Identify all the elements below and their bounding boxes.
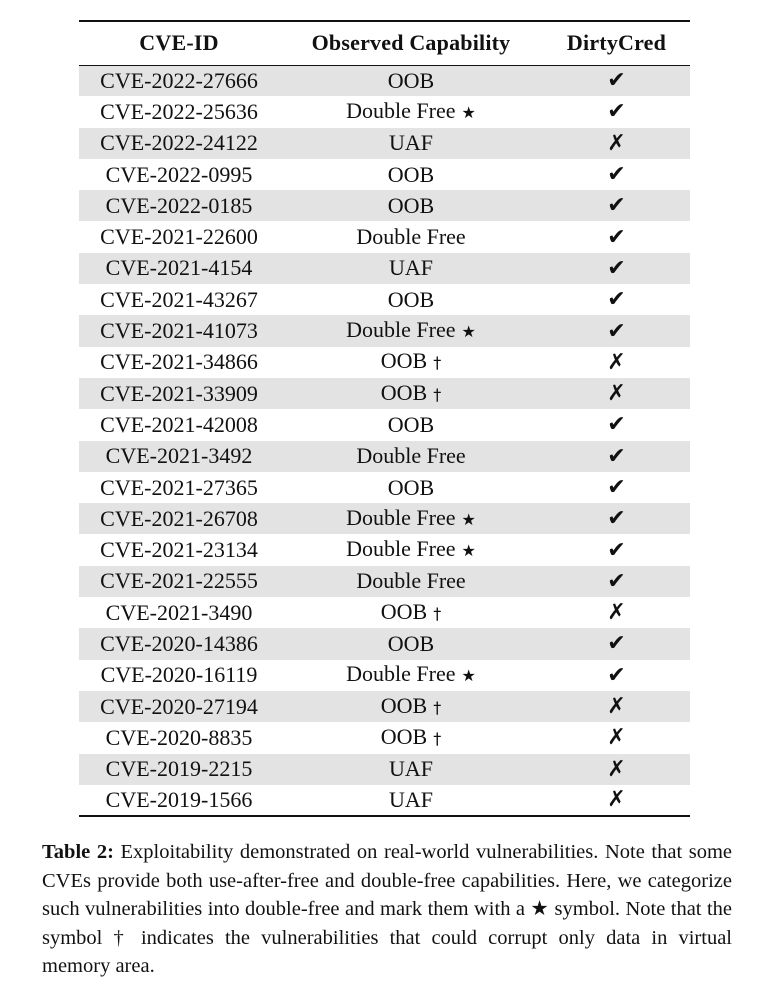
table-row [79,221,690,252]
cve-id-cell: CVE-2022-27666 [100,67,258,93]
check-icon: ✔ [607,568,626,594]
capability-label: OOB [387,411,435,437]
table-row [79,441,690,472]
dirtycred-cell [543,315,690,346]
check-icon: ✔ [607,224,626,250]
dagger-symbol: † [433,353,442,373]
star-symbol: ★ [461,509,476,529]
star-symbol: ★ [461,102,476,122]
dagger-symbol: † [433,384,442,404]
dirtycred-cell [543,96,690,127]
dirtycred-cell [543,65,690,96]
dagger-symbol: † [433,697,442,717]
dagger-symbol: † [433,603,442,623]
table-row [79,253,690,284]
dirtycred-cell [543,253,690,284]
cve-id-cell: CVE-2021-42008 [100,411,258,437]
capability-cell [279,409,543,440]
capability-cell [279,503,543,534]
capability-label: OOB [380,692,428,718]
check-icon: ✔ [607,287,626,313]
table-header [79,21,690,65]
check-icon: ✔ [607,68,626,94]
cve-id-cell: CVE-2021-3492 [105,443,253,469]
dirtycred-cell [543,660,690,691]
capability-label: OOB [380,723,428,749]
capability-label: OOB [387,286,435,312]
dirtycred-cell [543,691,690,722]
capability-label: OOB [387,67,435,93]
table-row [79,503,690,534]
capability-label: OOB [387,474,435,500]
dirtycred-cell [543,754,690,785]
dirtycred-cell [543,378,690,409]
check-icon: ✔ [607,162,626,188]
dirtycred-cell [543,409,690,440]
capability-label: UAF [388,130,433,156]
dirtycred-cell [543,566,690,597]
dirtycred-cell [543,128,690,159]
dirtycred-cell [543,284,690,315]
capability-cell [279,660,543,691]
capability-cell [279,378,543,409]
capability-label: OOB [387,161,435,187]
table-row [79,660,690,691]
check-icon: ✔ [607,506,626,532]
capability-label: Double Free [356,443,466,469]
check-icon: ✔ [607,255,626,281]
check-icon: ✔ [607,193,626,219]
check-icon: ✔ [607,537,626,563]
cve-id-cell: CVE-2022-0185 [105,192,253,218]
table-caption [42,838,732,981]
cve-id-cell: CVE-2021-27365 [100,474,258,500]
check-icon: ✔ [607,443,626,469]
check-icon: ✔ [607,99,626,125]
cross-icon: ✗ [607,787,626,813]
dirtycred-cell [543,597,690,628]
capability-label: Double Free [356,568,466,594]
dirtycred-cell [543,472,690,503]
cve-id-cell: CVE-2022-25636 [100,98,258,124]
cross-icon: ✗ [607,130,626,156]
capability-cell [279,221,543,252]
dirtycred-cell [543,722,690,753]
header-cve-id: CVE-ID [79,21,279,65]
table-row [79,378,690,409]
cross-icon: ✗ [607,725,626,751]
capability-cell [279,785,543,816]
table-row [79,722,690,753]
check-icon: ✔ [607,475,626,500]
table-row [79,128,690,159]
table-row [79,597,690,628]
cve-id-cell: CVE-2021-41073 [100,318,258,344]
table-row [79,628,690,659]
cve-id-cell: CVE-2022-0995 [105,161,253,187]
capability-label: OOB [380,379,428,405]
capability-cell [279,472,543,503]
dirtycred-cell [543,503,690,534]
star-symbol: ★ [461,322,476,342]
capability-label: Double Free [346,504,456,530]
capability-label: UAF [388,786,433,812]
dirtycred-cell [543,159,690,190]
cve-id-cell: CVE-2021-34866 [100,349,258,375]
caption-label: Table 2: [42,841,114,863]
dirtycred-cell [543,347,690,378]
cve-id-cell: CVE-2021-22600 [100,224,258,250]
cve-id-cell: CVE-2021-26708 [100,505,258,531]
capability-cell [279,754,543,785]
capability-label: Double Free [346,661,456,687]
cve-id-cell: CVE-2019-2215 [105,756,253,782]
table-row [79,347,690,378]
capability-label: UAF [388,255,433,281]
capability-label: Double Free [346,317,456,343]
capability-label: Double Free [356,224,466,250]
capability-cell [279,597,543,628]
dirtycred-cell [543,628,690,659]
dirtycred-cell [543,785,690,816]
cve-id-cell: CVE-2020-8835 [105,724,253,750]
cve-id-cell: CVE-2022-24122 [100,130,258,156]
table-row [79,65,690,96]
capability-label: UAF [388,756,433,782]
check-icon: ✔ [607,631,626,657]
capability-cell [279,253,543,284]
cve-id-cell: CVE-2021-3490 [105,599,253,625]
cve-id-cell: CVE-2021-4154 [105,255,253,281]
table-row [79,284,690,315]
check-icon: ✔ [607,412,626,438]
cve-id-cell: CVE-2021-43267 [100,286,258,312]
cross-icon: ✗ [607,349,626,375]
capability-cell [279,347,543,378]
cve-id-cell: CVE-2020-14386 [100,630,258,656]
dagger-symbol: † [433,728,442,748]
capability-cell [279,128,543,159]
table-row [79,96,690,127]
capability-cell [279,159,543,190]
header-row [79,21,690,65]
capability-cell [279,96,543,127]
cve-id-cell: CVE-2020-16119 [100,662,258,688]
capability-cell [279,441,543,472]
table-row [79,566,690,597]
header-observed-capability: Observed Capability [279,21,543,65]
capability-label: OOB [387,192,435,218]
capability-label: Double Free [346,536,456,562]
cve-table-container [79,20,690,817]
table-row [79,159,690,190]
dirtycred-cell [543,534,690,565]
dirtycred-cell [543,441,690,472]
table-row [79,409,690,440]
cross-icon: ✗ [607,694,626,720]
table-row [79,754,690,785]
star-symbol: ★ [461,541,476,561]
cve-id-cell: CVE-2020-27194 [100,693,258,719]
check-icon: ✔ [607,318,626,344]
cross-icon: ✗ [607,756,626,782]
check-icon: ✔ [607,662,626,688]
cve-id-cell: CVE-2021-23134 [100,537,258,563]
capability-label: OOB [380,348,428,374]
table-body [79,65,690,816]
capability-cell [279,190,543,221]
table-row [79,190,690,221]
table-row [79,315,690,346]
capability-label: OOB [387,630,435,656]
capability-label: OOB [380,598,428,624]
cross-icon: ✗ [607,600,626,626]
capability-cell [279,566,543,597]
cve-id-cell: CVE-2021-33909 [100,380,258,406]
dirtycred-cell [543,221,690,252]
capability-cell [279,315,543,346]
capability-cell [279,65,543,96]
capability-label: Double Free [346,97,456,123]
star-symbol: ★ [461,666,476,686]
dirtycred-cell [543,190,690,221]
table-row [79,472,690,503]
capability-cell [279,284,543,315]
capability-cell [279,722,543,753]
table-row [79,785,690,816]
table-row [79,534,690,565]
capability-cell [279,534,543,565]
cross-icon: ✗ [607,381,626,407]
cve-id-cell: CVE-2019-1566 [79,785,279,816]
capability-cell [279,691,543,722]
table-row [79,691,690,722]
capability-cell [279,628,543,659]
caption-text: Exploitability demonstrated on real-world vulnerabilities. Note that some CVEs provide both use-after-free and double-free capabilities. Here, we categorize such vulnerabilities into double-free and mark them with a ★ symbol. Note that the symbol † indicates the vulnerabilities that could corrupt only data in virtual memory area. [42,841,733,977]
cve-id-cell: CVE-2021-22555 [100,568,258,594]
header-dirtycred: DirtyCred [543,21,690,65]
cve-table [79,20,690,817]
